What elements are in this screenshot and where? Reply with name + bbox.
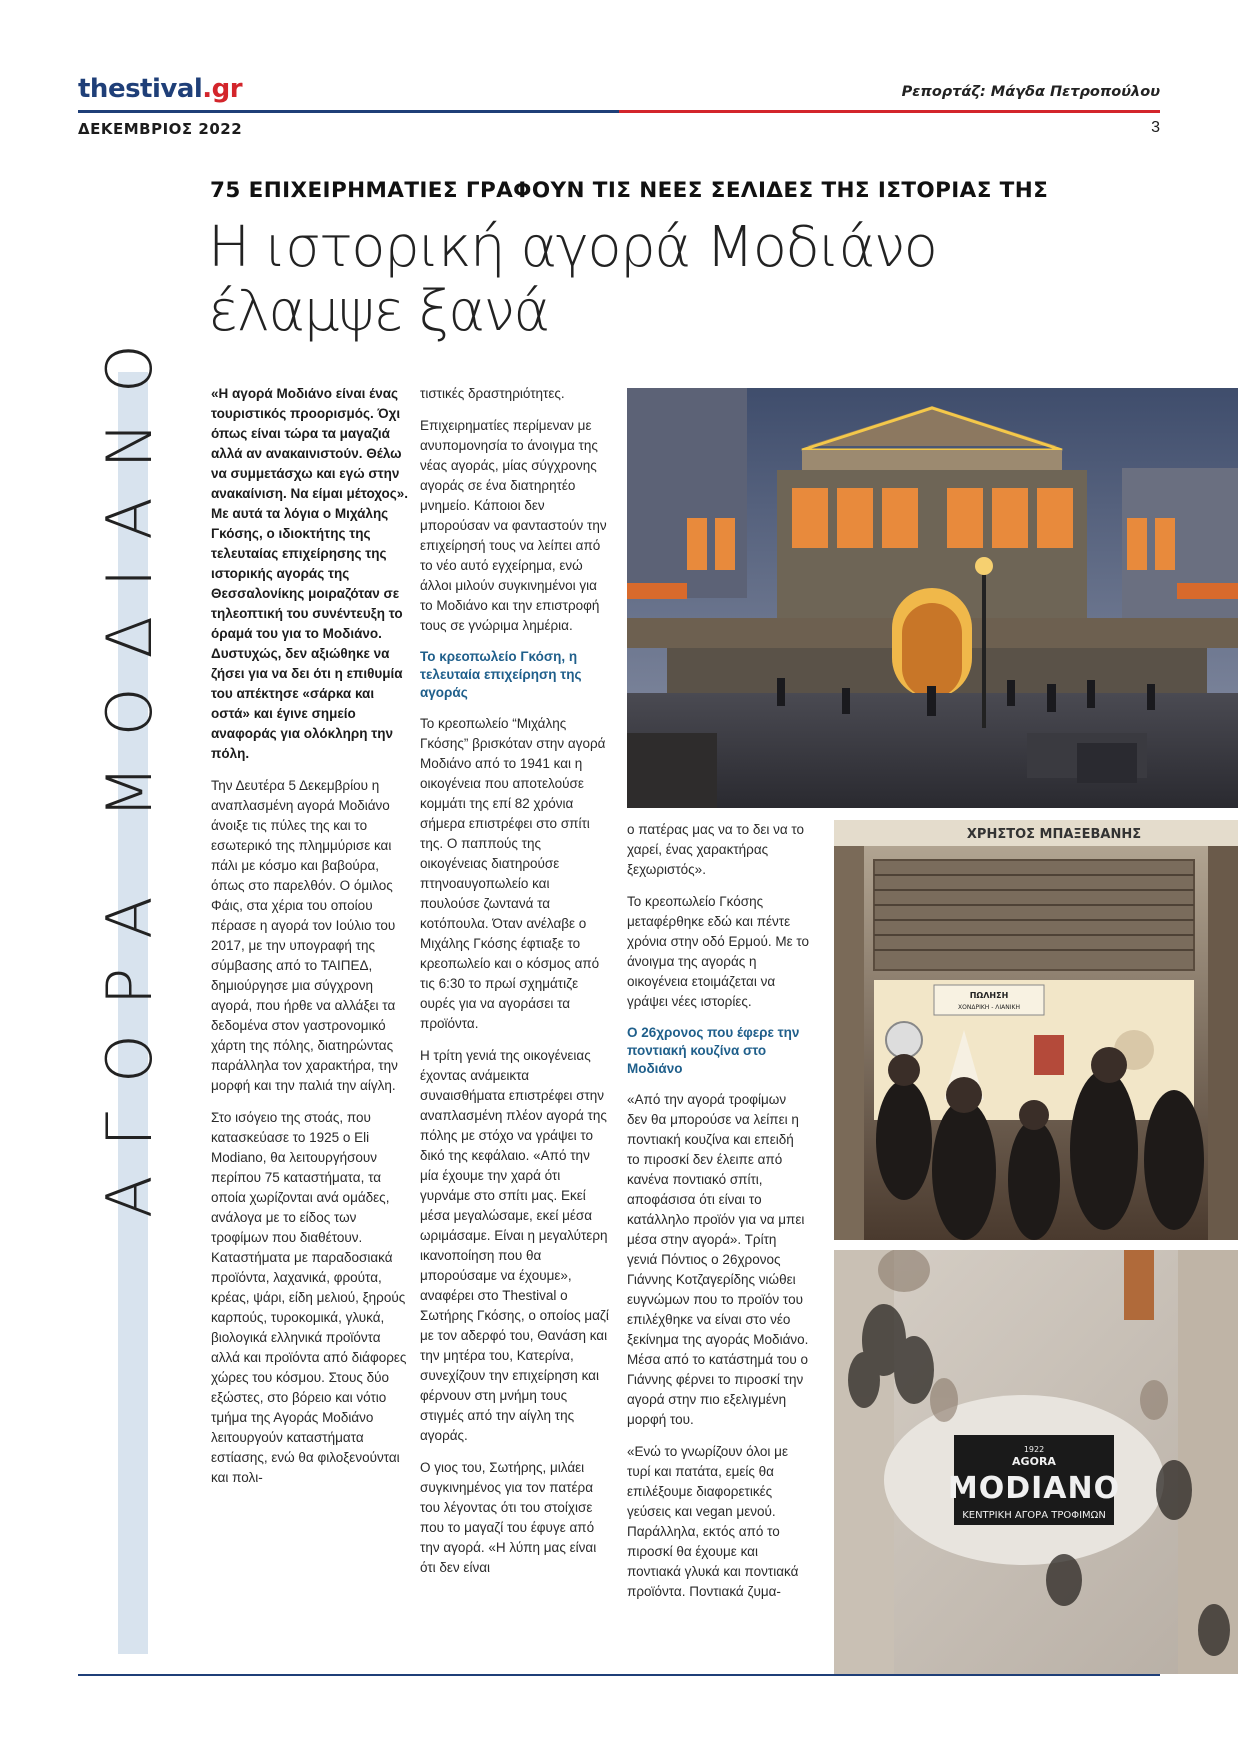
article-column-1 [211,384,411,1500]
shop-sign-text: ΧΡΗΣΤΟΣ ΜΠΑΞΕΒΑΝΗΣ [966,827,1142,842]
site-logo [78,74,242,104]
body-paragraph: Επιχειρηματίες περίμεναν με ανυπομονησία το άνοιγμα της νέας αγοράς, μίας σύγχρονης αγοράς σε ένα διατηρητέο μνημείο. Κάποιοι δεν μπορούσαν να φανταστούν την επιχείρησή τους να λείπει από το νέο αυτό εγχείρημα, ενώ άλλοι μιλούν συγκινημένοι για το Μοδιάνο και την επιστροφή τους σε γνώριμα λημέρια. [420,418,607,633]
inner-sign-text-2: ΧΟΝΔΡΙΚΗ - ΛΙΑΝΙΚΗ [958,1004,1020,1011]
logo-main-text: thestival [78,74,203,104]
article-column-3 [627,820,810,1614]
article-column-2 [420,384,610,1590]
subheading: Ο 26χρονος που έφερε την ποντιακή κουζίνα στο Μοδιάνο [627,1025,800,1076]
issue-date: ΔΕΚΕΜΒΡΙΟΣ 2022 [78,120,243,138]
floor-logo-year: 1922 [1023,1445,1045,1454]
body-paragraph: Η τρίτη γενιά της οικογένειας έχοντας ανάμεικτα συναισθήματα επιστρέφει στην αναπλασμένη πλέον αγορά της πόλης με στόχο να γράψει το δικό της κεφάλαιο. «Από την μία έχουμε την χαρά ότι γυρνάμε στο σπίτι μας. Εκεί μέσα μεγαλώσαμε, εκεί μέσα ωριμάσαμε. Είναι η μεγαλύτερη ικανοποίηση που θα μπορούσαμε να έχουμε», αναφέρει στο Thestival ο Σωτήρης Γκόσης, ο οποίος μαζί με τον αδερφό του, Θανάση και την μητέρα του, Κατερίνα, συνεχίζουν την επιχείρηση και φέρνουν στη μνήμη τους στιγμές από την αίγλη της αγοράς. [420,1048,609,1443]
article-kicker: 75 ΕΠΙΧΕΙΡΗΜΑΤΙΕΣ ΓΡΑΦΟΥΝ ΤΙΣ ΝΕΕΣ ΣΕΛΙΔΕΣ ΤΗΣ ΙΣΤΟΡΙΑΣ ΤΗΣ [210,178,1049,203]
floor-logo-main-word: MODIANO [947,1471,1121,1506]
body-paragraph: ο πατέρας μας να το δει να το χαρεί, ένας χαρακτήρας ξεχωριστός». [627,822,805,877]
shop-interior-photo [834,820,1238,1240]
floor-logo-bottom-line: ΚΕΝΤΡΙΚΗ ΑΓΟΡΑ ΤΡΟΦΙΜΩΝ [962,1510,1106,1521]
header-divider [78,110,1160,113]
lead-paragraph: «Η αγορά Μοδιάνο είναι ένας τουριστικός προορισμός. Όχι όπως είναι τώρα τα μαγαζιά αλλά αν ανακαινιστούν. Θέλω να συμμετάσχω και εγώ στην ανακαίνιση. Να είμαι μέτοχος». Με αυτά τα λόγια ο Μιχάλης Γκόσης, ο ιδιοκτήτης της τελευταίας επιχείρησης της ιστορικής αγοράς της Θεσσαλονίκης μοιραζόταν σε τηλεοπτική του συνέντευξη το όραμά του για το Μοδιάνο. Δυστυχώς, δεν αξιώθηκε να ζήσει για να δει ότι η επιθυμία του απέκτησε «σάρκα και οστά» και έγινε σημείο αναφοράς για ολόκληρη την πόλη. [211,386,409,761]
reporter-credit: Ρεπορτάζ: Μάγδα Πετροπούλου [901,84,1160,100]
market-facade-photo [627,388,1238,808]
body-paragraph: τιστικές δραστηριότητες. [420,386,565,401]
floor-logo-top-word: AGORA [1012,1455,1056,1468]
body-paragraph: Ο γιος του, Σωτήρης, μιλάει συγκινημένος για τον πατέρα του λέγοντας ότι του στοίχισε που το μαγαζί του έφυγε από την αγορά. «Η λύπη μας είναι ότι δεν είναι [420,1460,597,1575]
footer-divider [78,1674,1160,1676]
page-number: 3 [1151,119,1160,136]
headline-line-1: Η ιστορική αγορά Μοδιάνο [208,215,937,280]
inner-sign-text-1: ΠΩΛΗΣΗ [969,991,1009,1000]
body-paragraph: «Από την αγορά τροφίμων δεν θα μπορούσε να λείπει η ποντιακή κουζίνα και επειδή το πιροσκί δεν έλειπε από κανένα ποντιακό σπίτι, αποφάσισα ότι είναι το κατάλληλο προϊόν για να μπει μέσα στην αγορά». Τρίτη γενιά Πόντιος ο 26χρονος Γιάννης Κοτζαγερίδης νιώθει ευγνώμων που το προϊόν του επιλέχθηκε να είναι στο νέο ξεκίνημα της αγοράς Μοδιάνο. Μέσα από το κατάστημά του ο Γιάννης φέρνει το πιροσκί την αγορά στην πιο εξελιγμένη μορφή του. [627,1092,809,1427]
body-paragraph: Στο ισόγειο της στοάς, που κατασκεύασε το 1925 ο Eli Modiano, θα λειτουργήσουν περίπου 75 καταστήματα, τα οποία χωρίζονται ανά ομάδες, ανάλογα με το είδος των τροφίμων που διαθέτουν. Καταστήματα με παραδοσιακά προϊόντα, λαχανικά, φρούτα, κρέας, ψάρι, είδη μελιού, ξηρούς καρπούς, τυροκομικά, γλυκά, βιολογικά ελληνικά προϊόντα αλλά και προϊόντα από διάφορες χώρες του κόσμου. Στους δύο εξώστες, στο βόρειο και νότιο τμήμα της Αγοράς Μοδιάνο λειτουργούν καταστήματα εστίασης, ενώ θα φιλοξενούνται και πολι- [211,1110,407,1485]
article-headline [208,216,968,344]
body-paragraph: Το κρεοπωλείο “Μιχάλης Γκόσης” βρισκόταν στην αγορά Μοδιάνο από το 1941 και η οικογένεια που αποτελούσε κομμάτι της επί 82 χρόνια σήμερα επιστρέφει στο σπίτι της. Ο παππούς της οικογένειας διατηρούσε πτηνοαυγοπωλείο και πουλούσε ζωντανά τα κοτόπουλα. Όταν ανέλαβε ο Μιχάλης Γκόσης έφτιαξε το κρεοπωλείο και ο κόσμος από τις 6:30 το πρωί σχημάτιζε ουρές για να αγοράσει τα προϊόντα. [420,716,606,1031]
body-paragraph: Το κρεοπωλείο Γκόσης μεταφέρθηκε εδώ και πέντε χρόνια στην οδό Ερμού. Με το άνοιγμα της αγοράς η οικογένεια ετοιμάζεται να γράψει νέες ιστορίες. [627,894,810,1009]
floor-logo-photo [834,1250,1238,1674]
headline-line-2: έλαμψε ξανά [208,279,549,344]
subheading: Το κρεοπωλείο Γκόση, η τελευταία επιχείρηση της αγοράς [420,649,582,700]
section-vertical-title: ΑΓΟΡΑ ΜΟΔΙΑΝΟ [93,315,166,1218]
logo-tld-text: .gr [202,74,243,104]
body-paragraph: Την Δευτέρα 5 Δεκεμβρίου η αναπλασμένη αγορά Μοδιάνο άνοιξε τις πύλες της και το εσωτερικό της πλημμύρισε και πάλι με κόσμο και βαβούρα, όπως στο παρελθόν. Ο όμιλος Φάις, στα χέρια του οποίου πέρασε η αγορά τον Ιούλιο του 2017, με την υπογραφή της σύμβασης από το ΤΑΙΠΕΔ, δημιούργησε μια σύγχρονη αγορά, που ήρθε να αλλάξει τα δεδομένα στον γαστρονομικό χάρτη της πόλης, διατηρώντας παράλληλα τον χαρακτήρα, την μορφή και την παλιά την αίγλη. [211,778,398,1093]
body-paragraph: «Ενώ το γνωρίζουν όλοι με τυρί και πατάτα, εμείς θα επιλέξουμε διαφορετικές γεύσεις και vegan μενού. Παράλληλα, εκτός από το πιροσκί θα έχουμε και ποντιακά γλυκά και ποντιακά προϊόντα. Ποντιακά ζυμα- [627,1444,799,1599]
